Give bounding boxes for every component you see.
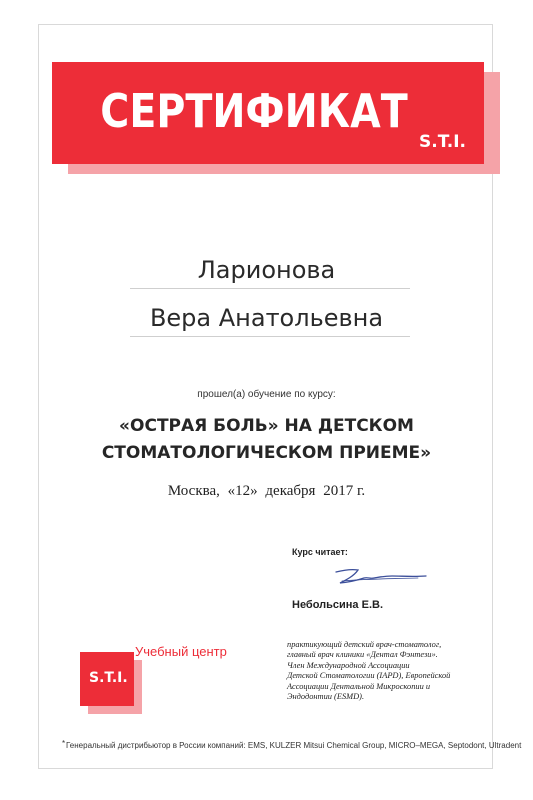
education-center-logo	[80, 652, 134, 706]
signature-image	[322, 560, 432, 590]
course-title-line-2: СТОМАТОЛОГИЧЕСКОМ ПРИЕМЕ»	[101, 443, 432, 463]
course-title-line-1: «ОСТРАЯ БОЛЬ» НА ДЕТСКОМ	[119, 416, 414, 436]
bio-line: главный врач клиники «Дентал Фэнтези».	[287, 650, 438, 660]
given-names-underline	[130, 336, 410, 337]
date-year: 2017 г.	[323, 483, 366, 499]
lector-label: Курс читает:	[292, 547, 348, 557]
date-city: Москва,	[167, 483, 220, 499]
footer-mark: *	[62, 739, 66, 748]
bio-line: Эндодонтии (ESMD).	[287, 692, 365, 702]
lector-name: Небольсина Е.В.	[292, 599, 383, 611]
date-month: декабря	[265, 483, 316, 499]
certificate-title: СЕРТИФИКАТ	[100, 84, 408, 138]
education-center-label: Учебный центр	[135, 644, 227, 659]
bio-line: Детской Стоматологии (IAPD), Европейской	[287, 671, 451, 681]
date-day: «12»	[227, 483, 258, 499]
sti-logo: S.T.I.	[419, 132, 466, 152]
course-date	[0, 483, 533, 500]
recipient-surname: Ларионова	[197, 256, 336, 284]
lector-bio	[287, 640, 477, 702]
surname-underline	[130, 288, 410, 289]
education-logo-text: S.T.I.	[89, 670, 128, 686]
course-intro: прошел(а) обучение по курсу:	[197, 389, 336, 400]
bio-line: Член Международной Ассоциации	[287, 660, 410, 670]
certificate-banner	[52, 62, 484, 164]
footer-distributor-note: Генеральный дистрибьютор в России компаний: EMS, KULZER Mitsui Chemical Group, MICRO–MEGA, Septodont, Ultradent	[66, 741, 522, 750]
bio-line: Ассоциации Дентальной Микроскопии и	[287, 681, 431, 691]
recipient-given-names: Вера Анатольевна	[149, 304, 384, 332]
bio-line: практикующий детский врач-стоматолог,	[287, 640, 442, 649]
